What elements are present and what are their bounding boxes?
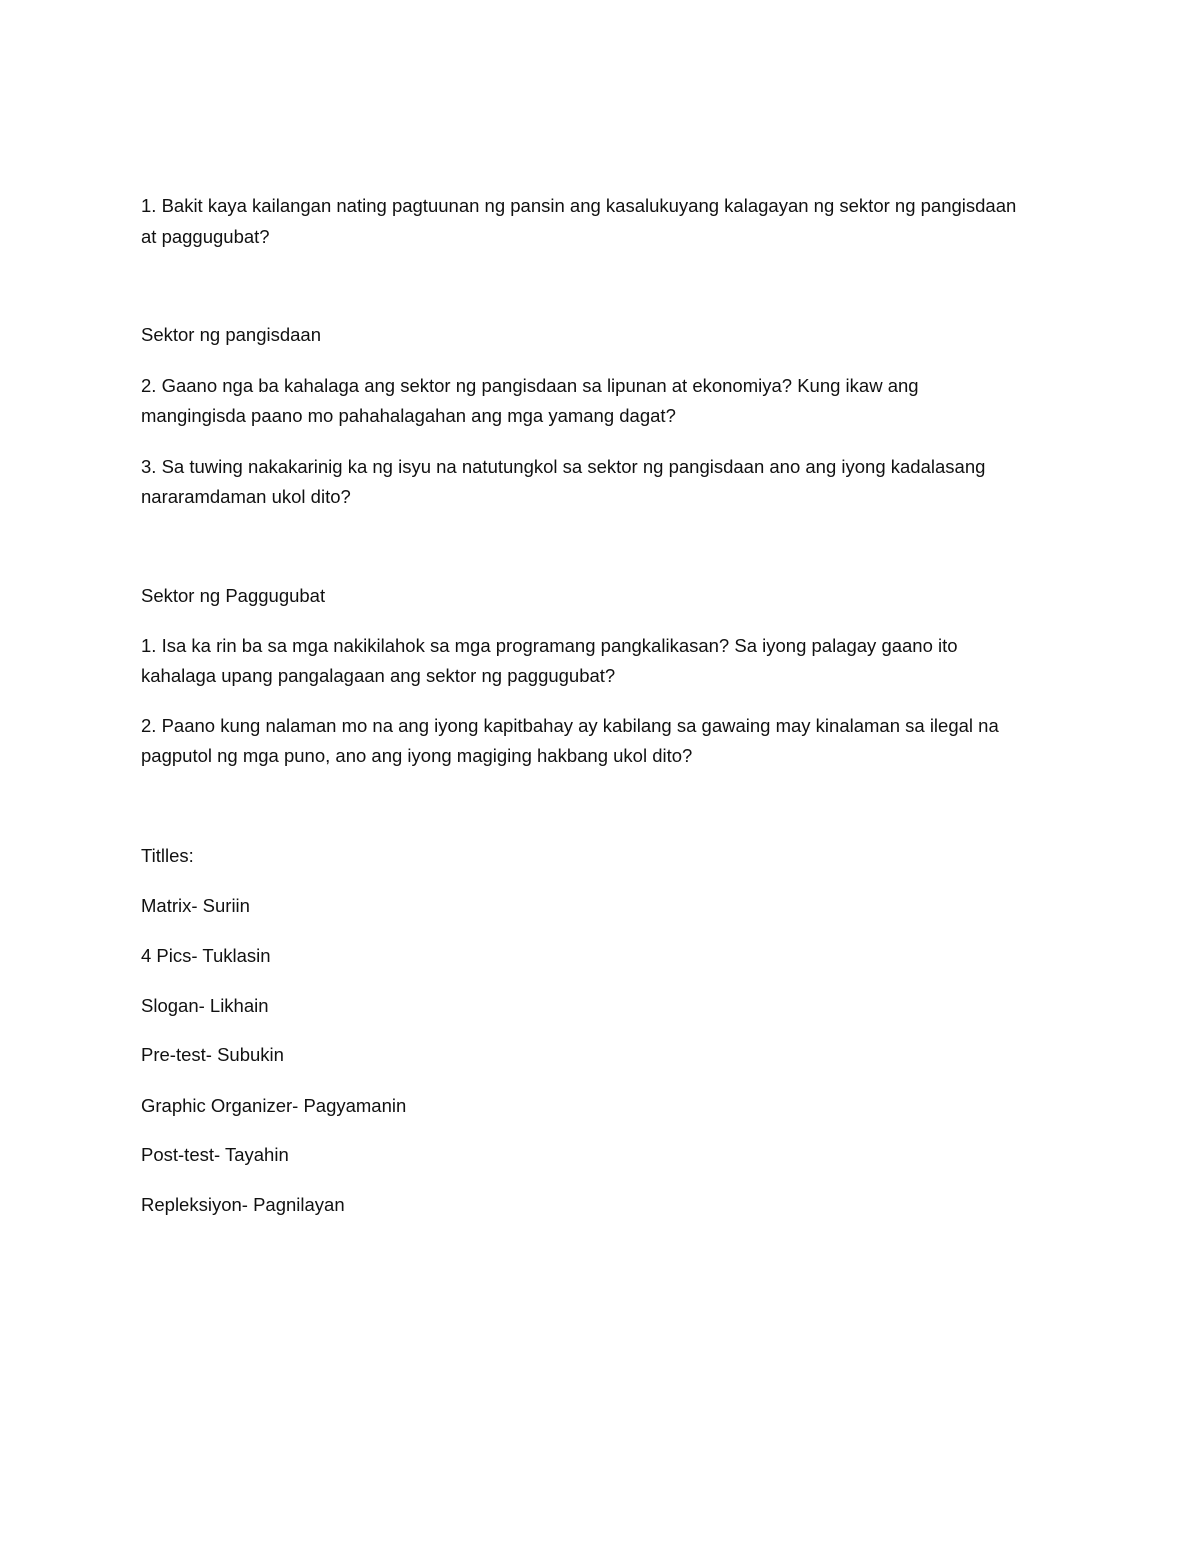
pangisdaan-question-3-line-1: 3. Sa tuwing nakakarinig ka ng isyu na natutungkol sa sektor ng pangisdaan ano ang iyong kadalasang bbox=[141, 456, 986, 477]
paggugubat-question-1-line-1: 1. Isa ka rin ba sa mga nakikilahok sa mga programang pangkalikasan? Sa iyong palagay gaano ito bbox=[141, 635, 958, 656]
section-heading-pangisdaan: Sektor ng pangisdaan bbox=[141, 324, 321, 345]
titles-heading: Titlles: bbox=[141, 845, 194, 866]
title-item: Repleksiyon- Pagnilayan bbox=[141, 1194, 345, 1215]
section-heading-paggugubat: Sektor ng Paggugubat bbox=[141, 585, 326, 606]
paggugubat-question-2-line-1: 2. Paano kung nalaman mo na ang iyong kapitbahay ay kabilang sa gawaing may kinalaman sa ilegal na bbox=[141, 715, 999, 736]
title-item: Post-test- Tayahin bbox=[141, 1144, 289, 1165]
paggugubat-question-1-line-2: kahalaga upang pangalagaan ang sektor ng paggugubat? bbox=[141, 665, 616, 686]
pangisdaan-question-2-line-2: mangingisda paano mo pahahalagahan ang mga yamang dagat? bbox=[141, 405, 676, 426]
intro-question-line-2: at paggugubat? bbox=[141, 226, 270, 247]
title-item: Graphic Organizer- Pagyamanin bbox=[141, 1095, 407, 1116]
title-item: Slogan- Likhain bbox=[141, 995, 269, 1016]
title-item: Pre-test- Subukin bbox=[141, 1044, 284, 1065]
paggugubat-question-2-line-2: pagputol ng mga puno, ano ang iyong magiging hakbang ukol dito? bbox=[141, 745, 693, 766]
pangisdaan-question-3-line-2: nararamdaman ukol dito? bbox=[141, 486, 351, 507]
pangisdaan-question-2-line-1: 2. Gaano nga ba kahalaga ang sektor ng pangisdaan sa lipunan at ekonomiya? Kung ikaw ang bbox=[141, 375, 919, 396]
title-item: Matrix- Suriin bbox=[141, 895, 250, 916]
title-item: 4 Pics- Tuklasin bbox=[141, 945, 271, 966]
intro-question-line-1: 1. Bakit kaya kailangan nating pagtuunan ng pansin ang kasalukuyang kalagayan ng sektor ng pangisdaan bbox=[141, 195, 1017, 216]
